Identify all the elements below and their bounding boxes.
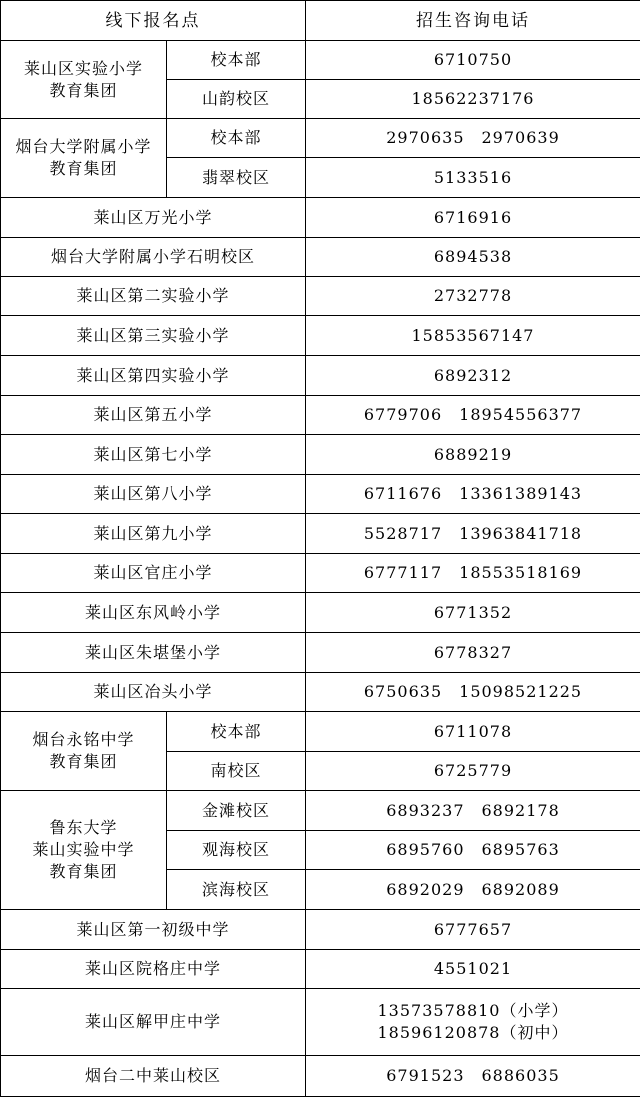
school-name-cell: 莱山区官庄小学 (1, 554, 306, 593)
table-row (1, 1056, 640, 1097)
phone-number: 6778327 (433, 642, 513, 662)
campus-name-cell: 翡翠校区 (167, 158, 306, 198)
table-row (1, 673, 640, 712)
school-name-cell: 烟台大学附属小学石明校区 (1, 238, 306, 277)
phone-number: 6710750 (433, 50, 513, 69)
phone-cell (306, 158, 640, 198)
phone-number: 6791523 6886035 (386, 1066, 560, 1085)
campus-name-cell: 南校区 (167, 752, 306, 791)
phone-cell (306, 712, 640, 752)
campus-name-cell: 滨海校区 (167, 870, 306, 910)
table-row (1, 791, 640, 831)
table-row (1, 514, 640, 554)
phone-number: 6893237 6892178 (386, 800, 560, 820)
phone-cell (306, 831, 640, 870)
phone-number: 18562237176 (411, 89, 535, 108)
phone-cell (306, 910, 640, 950)
table-row (1, 198, 640, 238)
phone-number: 5528717 13963841718 (363, 523, 583, 543)
table-header-row (1, 1, 640, 41)
phone-number: 6892312 (433, 365, 513, 385)
table-row (1, 554, 640, 593)
table-row (1, 435, 640, 475)
phone-cell (306, 41, 640, 80)
school-name-cell: 莱山区第四实验小学 (1, 356, 306, 396)
school-name-cell: 莱山区第三实验小学 (1, 316, 306, 356)
phone-cell (306, 238, 640, 277)
campus-name-cell: 金滩校区 (167, 791, 306, 831)
school-name-cell: 烟台二中莱山校区 (1, 1056, 306, 1097)
campus-name-cell: 观海校区 (167, 831, 306, 870)
table-row (1, 41, 640, 80)
phone-number: 6889219 (433, 444, 513, 464)
phone-number: 2970635 2970639 (386, 128, 560, 147)
phone-cell (306, 396, 640, 435)
group-name-line: 教育集团 (49, 752, 118, 771)
table-row (1, 712, 640, 752)
school-name-cell: 莱山区解甲庄中学 (1, 989, 306, 1056)
school-name-cell: 莱山区第七小学 (1, 435, 306, 475)
header-location: 线下报名点 (1, 1, 306, 41)
school-name-cell: 莱山区第五小学 (1, 396, 306, 435)
school-name-cell: 莱山区第九小学 (1, 514, 306, 554)
phone-cell (306, 316, 640, 356)
phone-cell (306, 1056, 640, 1097)
phone-cell (306, 435, 640, 475)
phone-number: 15853567147 (411, 325, 535, 345)
group-name-line: 烟台永铭中学 (32, 730, 135, 749)
school-name-cell: 莱山区第二实验小学 (1, 277, 306, 316)
group-name-cell (1, 41, 167, 119)
table-row (1, 316, 640, 356)
phone-number: 6894538 (433, 247, 513, 266)
school-name-cell: 莱山区朱堪堡小学 (1, 633, 306, 673)
school-name-cell: 莱山区冶头小学 (1, 673, 306, 712)
phone-cell (306, 356, 640, 396)
phone-cell (306, 198, 640, 238)
table-row (1, 238, 640, 277)
phone-cell (306, 80, 640, 119)
group-name-cell (1, 119, 167, 198)
phone-cell (306, 514, 640, 554)
group-name-line: 教育集团 (49, 80, 118, 100)
phone-cell (306, 277, 640, 316)
phone-cell (306, 119, 640, 158)
table-row (1, 277, 640, 316)
group-name-cell (1, 712, 167, 791)
group-name-line: 烟台大学附属小学 (15, 137, 152, 156)
school-name-cell: 莱山区院格庄中学 (1, 950, 306, 989)
phone-number: 5133516 (433, 167, 513, 187)
phone-number: 4551021 (433, 959, 513, 978)
phone-number: 6711676 13361389143 (363, 484, 583, 503)
school-name-cell: 莱山区万光小学 (1, 198, 306, 238)
table-row (1, 989, 640, 1056)
phone-cell (306, 870, 640, 910)
phone-number: 6777657 (433, 919, 513, 939)
phone-number: 6779706 18954556377 (363, 405, 583, 424)
phone-cell (306, 554, 640, 593)
group-name-line: 鲁东大学 (49, 818, 118, 837)
phone-cell (306, 593, 640, 633)
phone-cell (306, 475, 640, 514)
phone-number: 2732778 (433, 286, 513, 305)
table-row (1, 475, 640, 514)
table-row (1, 910, 640, 950)
phone-number: 6716916 (433, 207, 513, 227)
phone-cell (306, 752, 640, 791)
campus-name-cell: 校本部 (167, 41, 306, 80)
table-row (1, 356, 640, 396)
phone-number: 6750635 15098521225 (363, 682, 583, 701)
phone-cell (306, 989, 640, 1056)
group-name-cell (1, 791, 167, 910)
phone-number: 13573578810（小学） (377, 1001, 569, 1020)
group-name-line: 教育集团 (49, 159, 118, 178)
phone-number: 6711078 (433, 721, 513, 741)
table-row (1, 119, 640, 158)
phone-cell (306, 633, 640, 673)
group-name-line: 教育集团 (49, 862, 118, 881)
school-name-cell: 莱山区第一初级中学 (1, 910, 306, 950)
phone-number: 6777117 18553518169 (363, 563, 583, 582)
campus-name-cell: 校本部 (167, 712, 306, 752)
school-name-cell: 莱山区东风岭小学 (1, 593, 306, 633)
school-name-cell: 莱山区第八小学 (1, 475, 306, 514)
phone-number: 6771352 (433, 602, 513, 622)
phone-cell (306, 791, 640, 831)
table-body (1, 41, 640, 1097)
header-phone: 招生咨询电话 (306, 1, 640, 41)
campus-name-cell: 校本部 (167, 119, 306, 158)
table-row (1, 396, 640, 435)
phone-number: 18596120878（初中） (377, 1023, 569, 1042)
phone-cell (306, 673, 640, 712)
phone-number: 6725779 (433, 761, 513, 780)
campus-name-cell: 山韵校区 (167, 80, 306, 119)
group-name-line: 莱山区实验小学 (23, 58, 143, 78)
table-row (1, 633, 640, 673)
table-row (1, 950, 640, 989)
phone-number: 6892029 6892089 (386, 879, 560, 899)
group-name-line: 莱山实验中学 (32, 840, 135, 859)
phone-cell (306, 950, 640, 989)
table-row (1, 593, 640, 633)
phone-number: 6895760 6895763 (386, 840, 560, 859)
